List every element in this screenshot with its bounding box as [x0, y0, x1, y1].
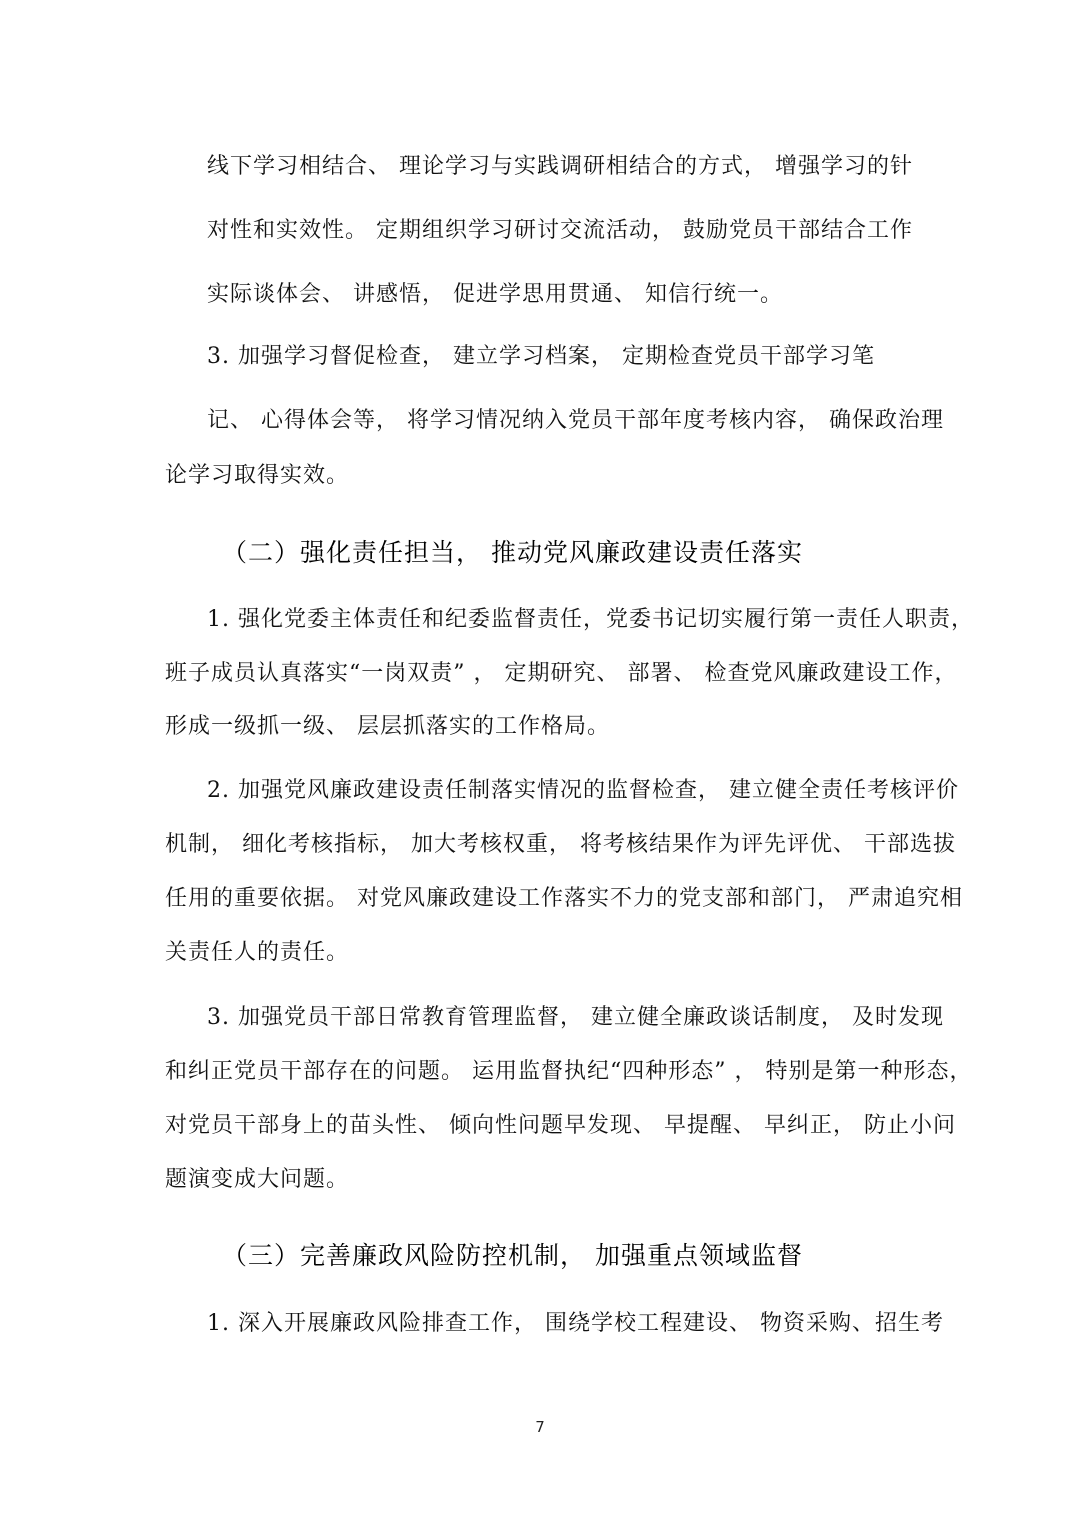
- text-line: 机制， 细化考核指标， 加大考核权重， 将考核结果作为评先评优、 干部选拔: [165, 832, 956, 857]
- text-line: 线下学习相结合、 理论学习与实践调研相结合的方式， 增强学习的针: [207, 154, 913, 179]
- text-line: 关责任人的责任。: [165, 940, 350, 965]
- text-line: 2. 加强党风廉政建设责任制落实情况的监督检查， 建立健全责任考核评价: [207, 778, 959, 803]
- text-line: 和纠正党员干部存在的问题。 运用监督执纪“四种形态” ， 特别是第一种形态，: [165, 1059, 973, 1084]
- text-line: 题演变成大问题。: [165, 1167, 350, 1192]
- page-number: 7: [535, 1418, 545, 1436]
- text-line: 对党员干部身上的苗头性、 倾向性问题早发现、 早提醒、 早纠正， 防止小问: [165, 1113, 956, 1138]
- text-line: 对性和实效性。 定期组织学习研讨交流活动， 鼓励党员干部结合工作: [207, 218, 913, 243]
- section-heading: （三）完善廉政风险防控机制， 加强重点领域监督: [222, 1241, 803, 1270]
- text-line: 实际谈体会、 讲感悟， 促进学思用贯通、 知信行统一。: [207, 282, 783, 307]
- text-line: 3. 加强学习督促检查， 建立学习档案， 定期检查党员干部学习笔: [207, 344, 875, 369]
- text-line: 3. 加强党员干部日常教育管理监督， 建立健全廉政谈话制度， 及时发现: [207, 1005, 944, 1030]
- text-line: 1. 强化党委主体责任和纪委监督责任，党委书记切实履行第一责任人职责，: [207, 607, 974, 632]
- text-line: 记、 心得体会等， 将学习情况纳入党员干部年度考核内容， 确保政治理: [207, 408, 944, 433]
- section-heading: （二）强化责任担当， 推动党风廉政建设责任落实: [222, 538, 803, 567]
- text-line: 任用的重要依据。 对党风廉政建设工作落实不力的党支部和部门， 严肃追究相: [165, 886, 963, 911]
- text-line: 班子成员认真落实“一岗双责” ， 定期研究、 部署、 检查党风廉政建设工作，: [165, 661, 958, 686]
- text-line: 形成一级抓一级、 层层抓落实的工作格局。: [165, 714, 610, 739]
- text-line: 1. 深入开展廉政风险排查工作， 围绕学校工程建设、 物资采购、招生考: [207, 1311, 944, 1336]
- text-line: 论学习取得实效。: [165, 463, 350, 488]
